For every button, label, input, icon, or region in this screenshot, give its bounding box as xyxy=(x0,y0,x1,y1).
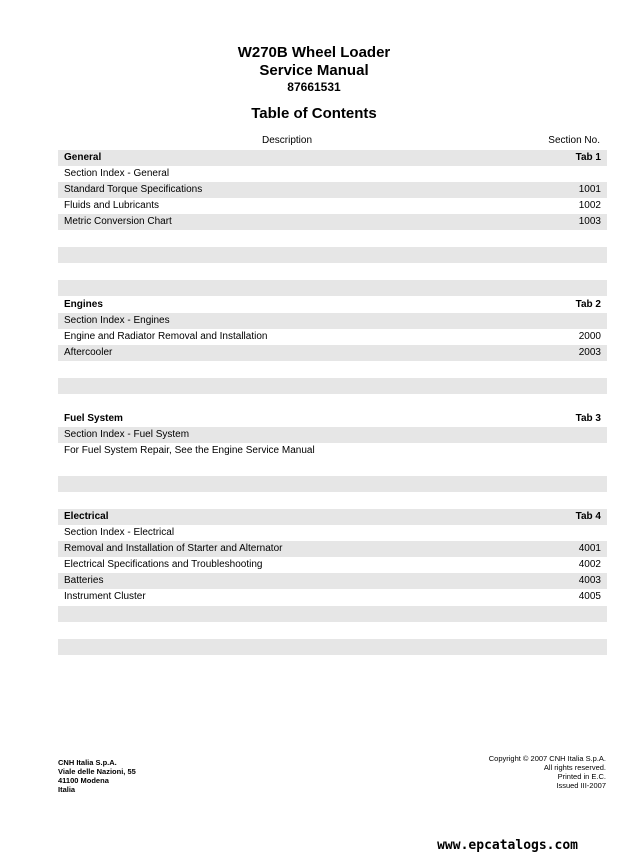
tab-number: Tab 4 xyxy=(575,511,601,522)
copyright-line: Copyright © 2007 CNH Italia S.p.A. xyxy=(488,754,606,763)
section-header-row xyxy=(58,150,607,166)
toc-row xyxy=(58,541,607,557)
entry-description: Aftercooler xyxy=(64,347,113,358)
section-number: 1001 xyxy=(578,184,601,195)
entry-description: Metric Conversion Chart xyxy=(64,216,172,227)
section-number: 1002 xyxy=(578,200,601,211)
toc-row xyxy=(58,427,607,443)
section-number: 4005 xyxy=(578,591,601,602)
blank-row xyxy=(58,606,607,622)
entry-description: Section Index - Fuel System xyxy=(64,429,190,440)
entry-description: Section Index - General xyxy=(64,168,170,179)
section-number: 1003 xyxy=(578,216,601,227)
section-number: 4002 xyxy=(578,559,601,570)
document-subtitle: Service Manual xyxy=(259,62,369,79)
entry-description: Engine and Radiator Removal and Installation xyxy=(64,331,268,342)
blank-row xyxy=(58,247,607,263)
address-line: Viale delle Nazioni, 55 xyxy=(58,767,136,776)
toc-row xyxy=(58,573,607,589)
tab-number: Tab 1 xyxy=(575,152,601,163)
section-number: 4003 xyxy=(578,575,601,586)
address-line: Italia xyxy=(58,785,76,794)
section-title: Engines xyxy=(64,299,103,310)
toc-table xyxy=(58,150,607,660)
entry-description: Section Index - Engines xyxy=(64,315,170,326)
tab-number: Tab 3 xyxy=(575,413,601,424)
part-number: 87661531 xyxy=(287,80,341,94)
watermark-url[interactable]: www.epcatalogs.com xyxy=(437,838,578,853)
toc-row xyxy=(58,557,607,573)
blank-row xyxy=(58,639,607,655)
section-number: 4001 xyxy=(578,543,601,554)
entry-description: Fluids and Lubricants xyxy=(64,200,160,211)
copyright-line: Printed in E.C. xyxy=(557,772,606,781)
entry-description: Section Index - Electrical xyxy=(64,527,175,538)
toc-heading: Table of Contents xyxy=(251,105,377,122)
toc-row xyxy=(58,198,607,214)
entry-description: Batteries xyxy=(64,575,104,586)
blank-row xyxy=(58,476,607,492)
blank-row xyxy=(58,280,607,296)
address-line: CNH Italia S.p.A. xyxy=(58,758,117,767)
toc-row xyxy=(58,182,607,198)
column-header-description: Description xyxy=(262,135,313,146)
toc-row xyxy=(58,166,607,182)
toc-row xyxy=(58,525,607,541)
section-header-row xyxy=(58,411,607,427)
section-title: General xyxy=(64,152,102,163)
section-number: 2000 xyxy=(578,331,601,342)
section-number: 2003 xyxy=(578,347,601,358)
tab-number: Tab 2 xyxy=(575,299,601,310)
section-title: Electrical xyxy=(64,511,109,522)
section-header-row xyxy=(58,297,607,313)
document-title: W270B Wheel Loader xyxy=(237,44,391,61)
publisher-address xyxy=(58,758,136,794)
section-header-row xyxy=(58,509,607,525)
entry-description: Standard Torque Specifications xyxy=(64,184,203,195)
toc-row xyxy=(58,589,607,605)
address-line: 41100 Modena xyxy=(58,776,109,785)
toc-row xyxy=(58,443,607,459)
copyright-line: All rights reserved. xyxy=(543,763,606,772)
column-header-section: Section No. xyxy=(548,135,600,146)
toc-row xyxy=(58,329,607,345)
section-title: Fuel System xyxy=(64,413,123,424)
entry-description: Instrument Cluster xyxy=(64,591,146,602)
toc-row xyxy=(58,313,607,329)
entry-description: Electrical Specifications and Troubleshooting xyxy=(64,559,263,570)
copyright-line: Issued III-2007 xyxy=(556,781,606,790)
entry-description: For Fuel System Repair, See the Engine Service Manual xyxy=(64,445,315,456)
entry-description: Removal and Installation of Starter and Alternator xyxy=(64,543,283,554)
blank-row xyxy=(58,378,607,394)
copyright-block xyxy=(489,754,606,790)
toc-row xyxy=(58,345,607,361)
toc-row xyxy=(58,214,607,230)
